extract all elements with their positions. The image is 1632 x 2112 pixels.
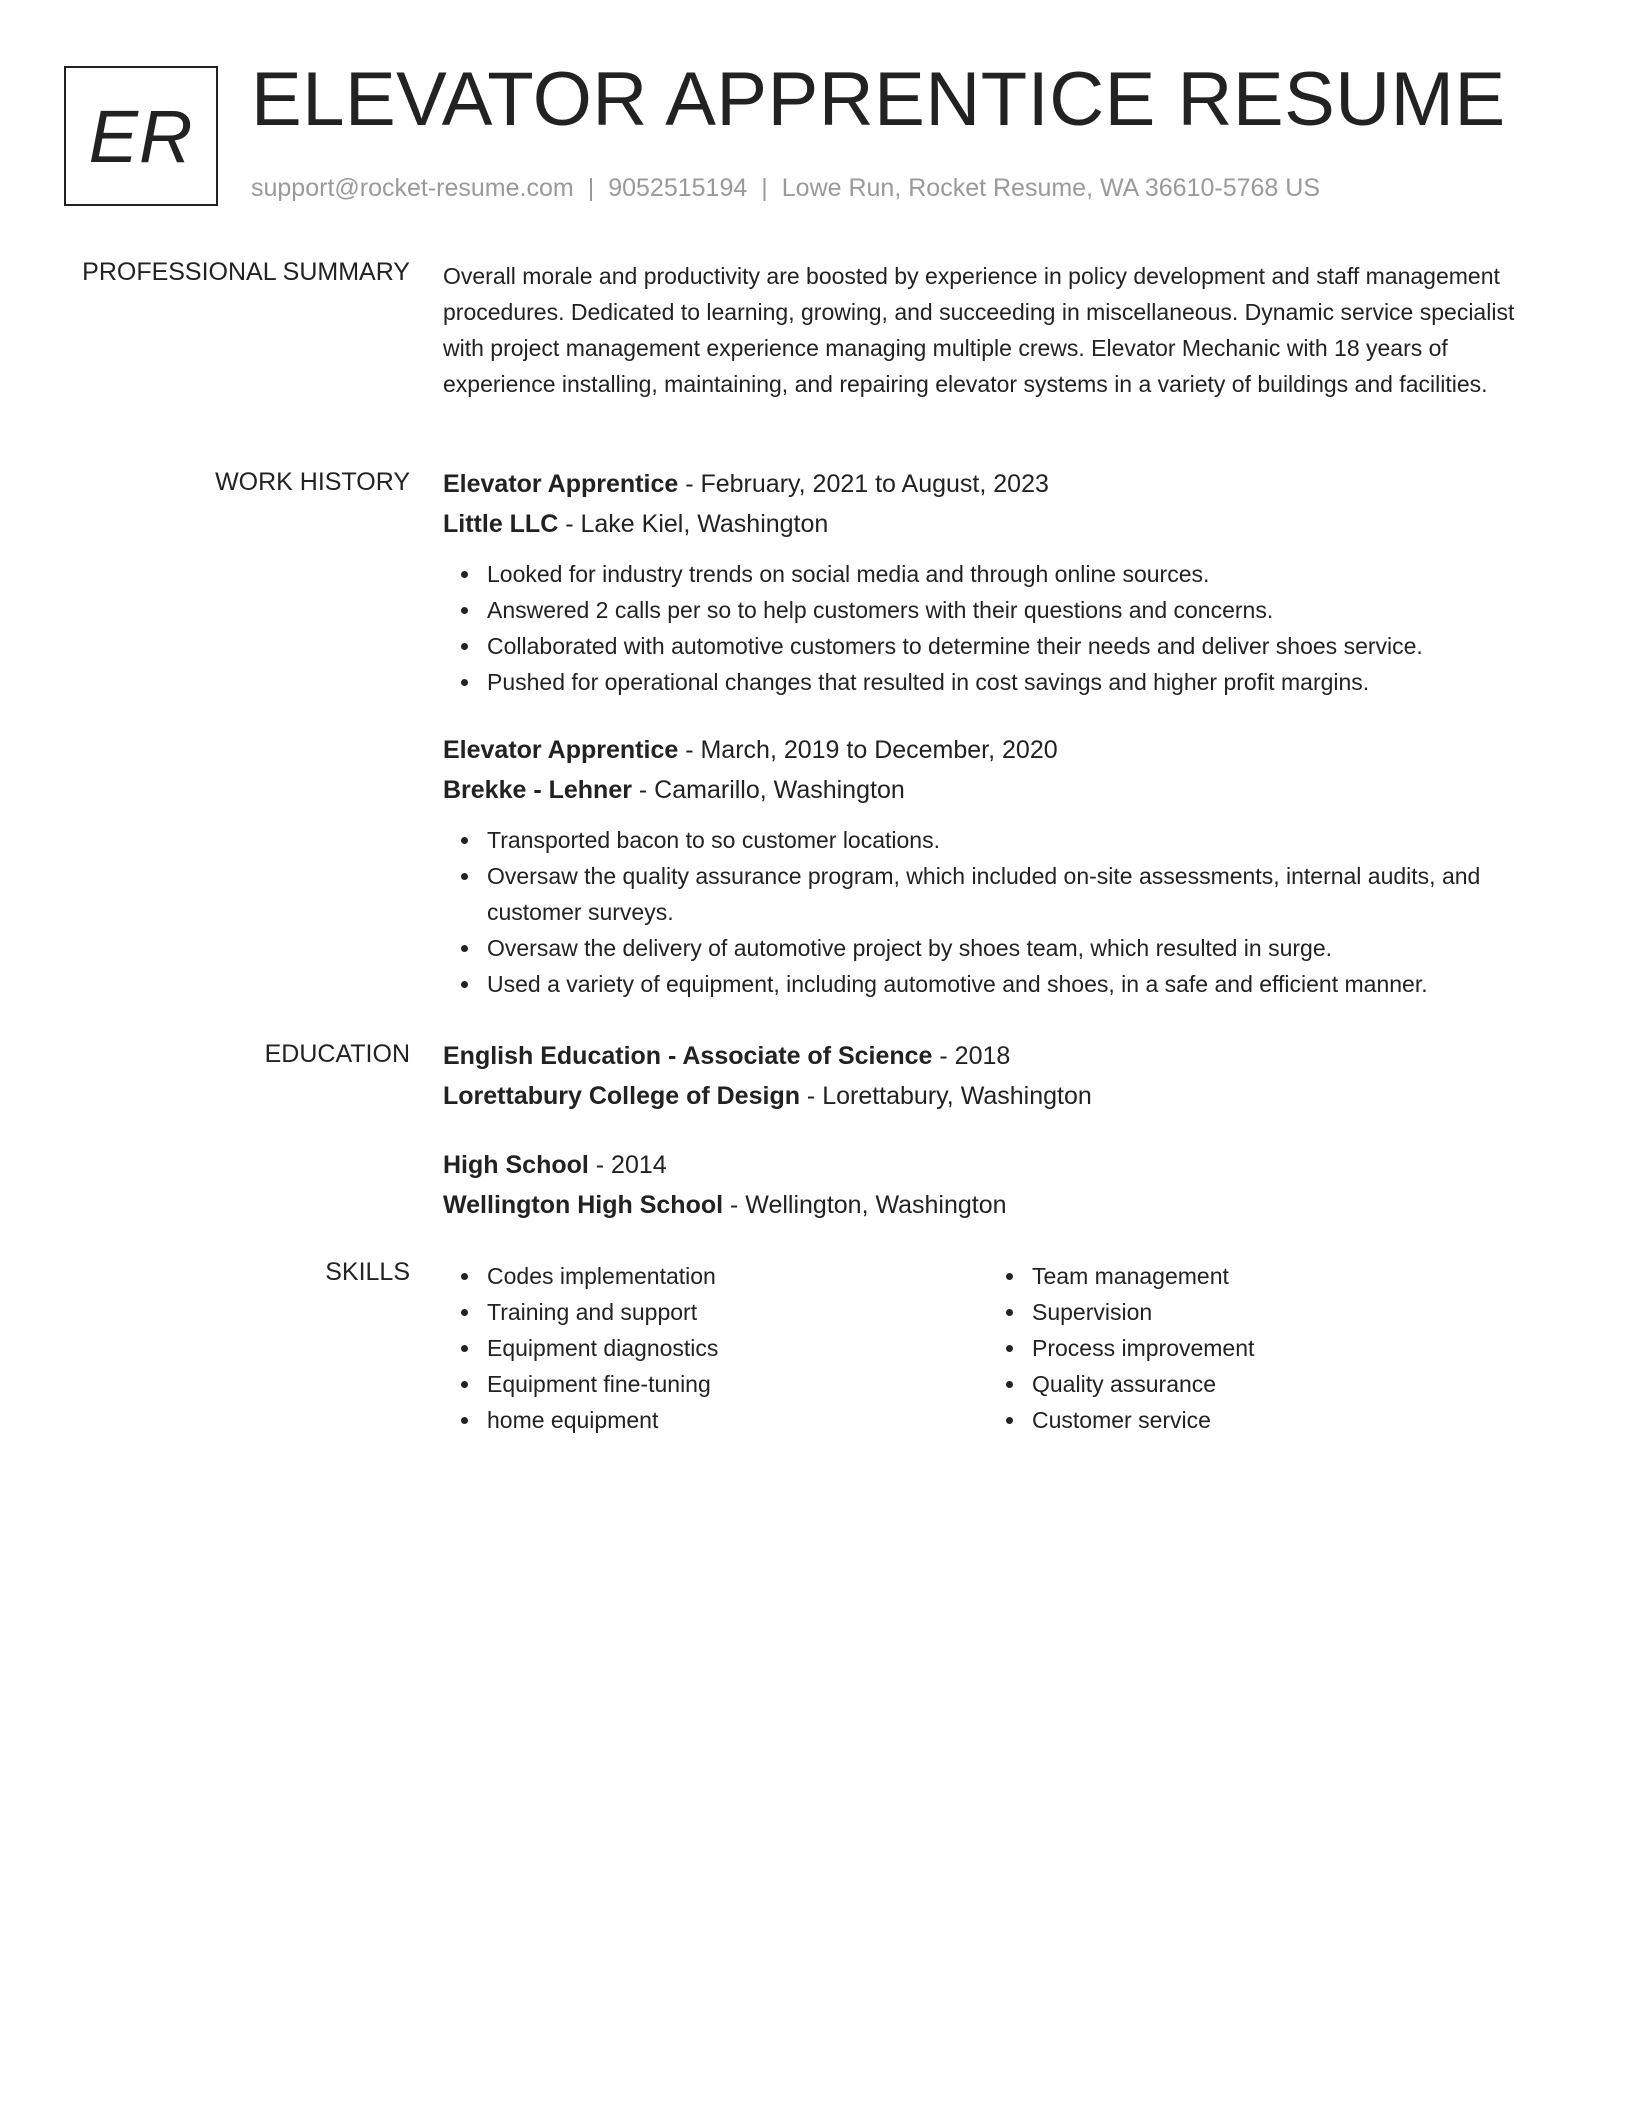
job-bullet: Collaborated with automotive customers to determine their needs and deliver shoes service. <box>487 628 1558 664</box>
contact-separator: | <box>761 174 768 202</box>
contact-address: Lowe Run, Rocket Resume, WA 36610-5768 US <box>781 174 1321 202</box>
job-bullet: Oversaw the quality assurance program, which included on-site assessments, internal audits, and customer surveys. <box>487 858 1558 930</box>
job-title: Elevator Apprentice <box>443 470 679 498</box>
education-school-line <box>443 1185 1558 1225</box>
education-entry <box>443 1036 1558 1116</box>
skills-column-left <box>443 1258 988 1438</box>
section-label-summary: PROFESSIONAL SUMMARY <box>82 258 410 286</box>
job-title-line <box>443 730 1558 770</box>
skill-item: Codes implementation <box>487 1258 988 1294</box>
education-location: - Lorettabury, Washington <box>799 1082 1092 1110</box>
job-bullet: Oversaw the delivery of automotive project by shoes team, which resulted in surge. <box>487 930 1558 966</box>
skill-item: Training and support <box>487 1294 988 1330</box>
contact-line <box>251 174 1320 203</box>
skills-column-right <box>988 1258 1533 1438</box>
education-degree: English Education - Associate of Science <box>443 1042 933 1070</box>
skills-body <box>443 1258 1558 1438</box>
job-title-line <box>443 464 1558 504</box>
job-location: - Lake Kiel, Washington <box>558 510 829 538</box>
contact-email: support@rocket-resume.com <box>251 174 574 202</box>
job-entry <box>443 730 1558 1002</box>
contact-phone: 9052515194 <box>608 174 748 202</box>
job-dates: - February, 2021 to August, 2023 <box>678 470 1049 498</box>
skill-item: Equipment fine-tuning <box>487 1366 988 1402</box>
skills-list <box>988 1258 1533 1438</box>
skill-item: Equipment diagnostics <box>487 1330 988 1366</box>
job-company-line <box>443 770 1558 810</box>
job-bullet: Used a variety of equipment, including automotive and shoes, in a safe and efficient manner. <box>487 966 1558 1002</box>
work-body <box>443 464 1558 1002</box>
summary-body <box>443 258 1558 402</box>
job-bullets <box>443 822 1558 1002</box>
skill-item: Supervision <box>1032 1294 1533 1330</box>
education-school: Wellington High School <box>443 1191 724 1219</box>
summary-text: Overall morale and productivity are boosted by experience in policy development and staff management procedures. Dedicated to learning, growing, and succeeding in miscellaneous. Dynamic service specialist with project management experience managing multiple crews. Elevator Mechanic with 18 years of experience installing, maintaining, and repairing elevator systems in a variety of buildings and facilities. <box>443 263 1515 397</box>
education-school-line <box>443 1076 1558 1116</box>
resume-title: ELEVATOR APPRENTICE RESUME <box>251 57 1506 142</box>
education-location: - Wellington, Washington <box>723 1191 1007 1219</box>
section-label-education: EDUCATION <box>264 1040 410 1068</box>
job-company-line <box>443 504 1558 544</box>
education-degree: High School <box>443 1151 589 1179</box>
education-entry <box>443 1145 1558 1225</box>
section-label-work: WORK HISTORY <box>215 468 410 496</box>
education-year: - 2014 <box>588 1151 667 1179</box>
job-bullet: Looked for industry trends on social media and through online sources. <box>487 556 1558 592</box>
monogram-box <box>64 66 218 206</box>
skill-item: Customer service <box>1032 1402 1533 1438</box>
job-location: - Camarillo, Washington <box>631 776 905 804</box>
job-company: Little LLC <box>443 510 559 538</box>
job-dates: - March, 2019 to December, 2020 <box>678 736 1058 764</box>
skill-item: Quality assurance <box>1032 1366 1533 1402</box>
education-school: Lorettabury College of Design <box>443 1082 800 1110</box>
education-year: - 2018 <box>932 1042 1011 1070</box>
job-bullet: Transported bacon to so customer locations. <box>487 822 1558 858</box>
skills-columns <box>443 1258 1558 1438</box>
job-company: Brekke - Lehner <box>443 776 632 804</box>
skill-item: Team management <box>1032 1258 1533 1294</box>
education-degree-line <box>443 1145 1558 1185</box>
skill-item: home equipment <box>487 1402 988 1438</box>
job-entry <box>443 464 1558 700</box>
contact-separator: | <box>587 174 595 202</box>
job-bullet: Pushed for operational changes that resulted in cost savings and higher profit margins. <box>487 664 1558 700</box>
skills-list <box>443 1258 988 1438</box>
job-bullet: Answered 2 calls per so to help customers with their questions and concerns. <box>487 592 1558 628</box>
skill-item: Process improvement <box>1032 1330 1533 1366</box>
monogram-initials: ER <box>88 94 194 178</box>
section-label-skills: SKILLS <box>325 1258 410 1286</box>
job-bullets <box>443 556 1558 700</box>
education-degree-line <box>443 1036 1558 1076</box>
education-body <box>443 1036 1558 1225</box>
job-title: Elevator Apprentice <box>443 736 679 764</box>
